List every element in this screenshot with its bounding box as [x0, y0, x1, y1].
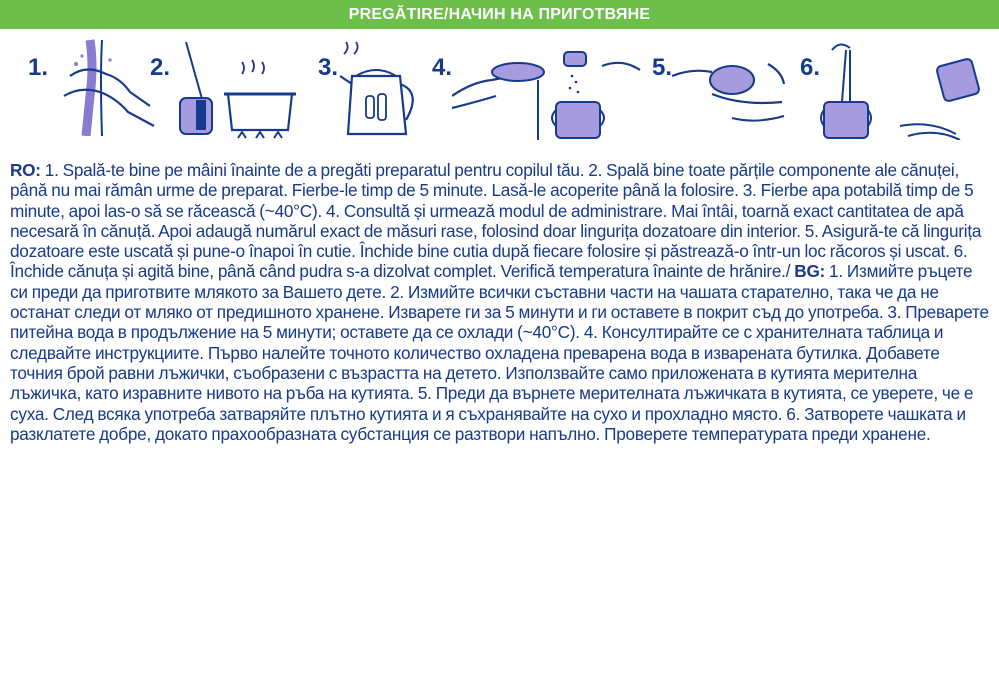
scoop-back-in-box-icon	[672, 36, 792, 140]
bg-text: 1. Измийте ръцете си преди да приготвите млякото за Вашето дете. 2. Измийте всички съставни части на чашата старателно, така че да не останат следи от мляко от предишното хранене. Изварете ги за 5 минути и ги оставете в покрит съд до употреба. 3. Преварете питейна вода в продължение на 5 минути; оставете да се охлади (~40°C). 4. Консултирайте се с хранителната таблица и следвайте инструкциите. Първо налейте точното количество охладена преварена вода в изварената бутилка. Добавете точния брой равни лъжички, съобразени с възрастта на детето. Използвайте само приложената в кутията мерителна лъжичка, като изравните нивото на ръба на кутията. 5. Преди да върнете мерителната лъжичката в кутията, се уверете, че е суха. След всяка употреба затваряйте плътно кутията и я съхранявайте на сухо и прохладно място. 6. Затворете чашката и разклатете добре, докато прахообразната субстанция се разтвори напълно. Проверете температурата преди хранене.	[10, 261, 989, 444]
instructions-text	[10, 160, 992, 444]
brush-and-boil-icon	[172, 36, 302, 140]
step-5	[652, 36, 792, 154]
step-number: 1.	[28, 54, 49, 81]
step-3	[318, 36, 428, 154]
bg-label: BG:	[790, 261, 826, 282]
preparation-steps	[0, 36, 999, 154]
step-number: 3.	[318, 54, 339, 81]
step-number: 4.	[432, 54, 453, 81]
step-number: 6.	[800, 54, 821, 81]
step-number: 2.	[150, 54, 171, 81]
step-6	[800, 36, 980, 154]
shake-cup-icon	[820, 36, 990, 140]
step-4	[432, 36, 642, 154]
kettle-icon	[336, 36, 426, 140]
pour-water-powder-icon	[452, 36, 642, 140]
step-2	[150, 36, 300, 154]
wash-hands-icon	[50, 36, 158, 136]
ro-text: 1. Spală-te bine pe mâini înainte de a pregăti preparatul pentru copilul tău. 2. Spală bine toate părțile componente ale cănuței, până nu mai rămân urme de preparat. Fierbe-le timp de 5 minute. Lasă-le acoperite până la folosire. 3. Fierbe apa potabilă timp de 5 minute, apoi las-o să se răcească (~40°C). 4. Consultă și urmează modul de administrare. Mai întâi, toarnă exact cantitatea de apă necesară în cănuță. Apoi adaugă numărul exact de măsuri rase, folosind doar lingurița dozatoare din interior. 5. Asigură-te că lingurița dozatoare este uscată și pune-o înapoi în cutie. Închide bine cutia după fiecare folosire și păstrează-o într-un loc răcoros și uscat. 6. Închide cănuța și agită bine, până când pudra s-a dizolvat complet. Verifică temperatura înainte de hrănire./	[10, 160, 982, 282]
section-header	[0, 0, 999, 29]
ro-label: RO:	[10, 160, 41, 180]
step-number: 5.	[652, 54, 673, 81]
step-1	[28, 36, 158, 154]
section-title: PREGĂTIRE/НАЧИН НА ПРИГОТВЯНЕ	[348, 5, 651, 23]
